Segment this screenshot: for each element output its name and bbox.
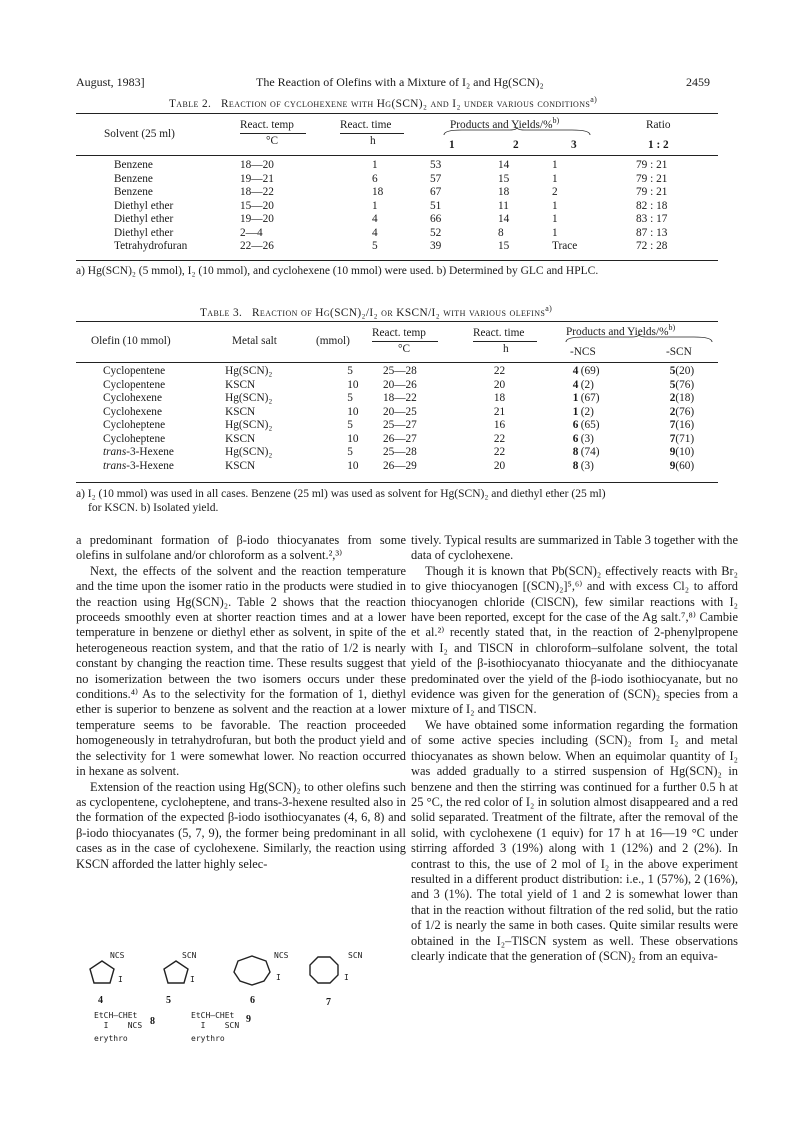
table2-cell: 18—22 [240,186,274,198]
table3-cell: (16) [675,419,695,431]
table2-header-p2: 2 [513,139,519,151]
table3-cell: Hg(SCN)₂ [225,392,273,404]
table3-cell: (60) [675,459,695,472]
table3-header-salt: Metal salt [232,335,277,347]
table3-cell: 20 [493,459,506,472]
table3-row [76,379,718,393]
structure-7-number: 7 [326,997,331,1008]
table3-cell: Hg(SCN)₂ [225,419,273,431]
table3-body [76,365,718,473]
table2-caption-label: Table 2. [169,97,212,110]
table3-caption-text: Reaction of Hg(SCN)₂/I₂ or KSCN/I₂ with various olefins [251,306,546,319]
table3-cell: (65) [580,419,600,431]
table3-cell-italic: trans [103,459,127,472]
table2-header-time-unit: h [370,135,376,147]
table3-cell: Cyclopentene [103,365,166,377]
table2-cell: 79 : 21 [636,186,668,198]
table2-cell: 19—21 [240,172,274,185]
right-paragraph-1: tively. Typical results are summarized in Table 3 together with the data of cyclohexene. [411,533,738,563]
table2-cell: 15 [498,240,510,252]
right-paragraph-2: Though it is known that Pb(SCN)₂ effectively reacts with Br₂ to give thiocyanogen [(SCN)₂]⁵,⁶⁾ and with excess Cl₂ to afford thiocyanogen chloride (ClSCN), few similar reactions with I₂ have been reported, except for the case of the Ag salt.⁷,⁸⁾ Cambie et al.²⁾ recently stated that, in the reaction of 2-phenylpropene with I₂ and TlSCN in chloroform–sulfolane solvent, the total yield of the β-isothiocyanato thiocyanate and the dithiocyanate predominated over the yield of the β-iodo isothiocyanate, but no evidence was given for the generation of (SCN)₂ species from a mixture of I₂ and TlSCN. [411,563,738,717]
table2-row [76,240,718,254]
table2-header-p1: 1 [449,139,455,151]
table3-header-scn: -SCN [666,346,692,358]
table2-body [76,159,718,254]
table3-cell: (76) [675,405,695,418]
table3-cell: 26—29 [382,459,417,472]
table3-cell: 18 [493,392,506,404]
table2-cell: 4 [372,213,378,225]
structure-7-ring [310,957,338,983]
table2-header-ratio-sub: 1 : 2 [648,139,669,151]
table3-header-temp-unit: °C [398,343,411,355]
structure-5-sub: SCN [182,951,197,960]
table3-cell: (3) [580,459,594,472]
table3-footnote-2: for KSCN. b) Isolated yield. [88,502,219,514]
table2-cell: Benzene [114,172,153,185]
table2-cell: 1 [372,199,378,212]
table3-cell: KSCN [225,432,256,445]
table3-caption-sup: a) [545,304,553,313]
structure-9-label: erythro [191,1034,225,1043]
table3-cell: 2 [669,405,676,418]
table3-cell: 5 [347,419,353,431]
table2-cell: 39 [430,240,442,252]
table3-cell: KSCN [225,378,256,391]
table2-top-rule [76,113,718,114]
table3-cell: 25—28 [382,446,417,458]
table3-cell: 10 [347,432,359,445]
table2-time-rule [340,133,404,134]
table3-header-mmol: (mmol) [316,335,350,347]
table3-cell: 5 [347,446,353,458]
table3-row [76,433,718,447]
table3-cell: 26—27 [382,432,417,445]
table2-cell: 79 : 21 [636,159,668,171]
table3-cell: Cycloheptene [103,419,166,431]
table3-cell: (3) [580,432,594,445]
table3-caption [200,304,552,319]
table3-cell: (67) [580,392,600,404]
structure-9-top: EtCH–CHEt [191,1011,235,1020]
table2-cell: 19—20 [240,213,274,225]
table2-row [76,173,718,187]
table3-cell: Hg(SCN)₂ [225,446,273,458]
structures-ring-drawing [84,953,384,1003]
table3-cell: 18—22 [382,392,417,404]
table3-cell: 6 [572,432,579,445]
table2-cell: 8 [498,226,504,239]
table3-cell: 9 [669,459,676,472]
table2-cell: 1 [552,199,558,212]
table2-cell: 15 [498,172,510,185]
table3-cell: 1 [572,392,579,404]
table2-cell: 6 [372,172,378,185]
table2-header-p3: 3 [571,139,577,151]
table3-temp-rule [372,341,438,342]
table3-cell: (2) [580,405,594,418]
table3-cell: trans-3-Hexene [103,446,174,458]
structure-6-sub: NCS [274,951,289,960]
table3-cell: 5 [669,365,676,377]
table2-cell: 72 : 28 [636,240,668,252]
table2-header-time: React. time [340,119,392,131]
table3-cell: (18) [675,392,695,404]
structure-8-label: erythro [94,1034,128,1043]
table3-header [76,322,718,362]
table3-cell: 20 [493,378,506,391]
left-column [76,533,406,872]
structure-8-bottom: I NCS [94,1021,143,1030]
table2-cell: 66 [430,213,442,225]
table3-header-time: React. time [473,327,525,339]
table3-header-ncs: -NCS [570,346,596,358]
structure-6-ring [234,956,270,985]
table2-caption-sup: a) [590,95,598,104]
table2-cell: 1 [552,172,558,185]
structure-5-ring [164,961,188,983]
table3-cell: 10 [347,378,359,391]
table2-cell: 1 [552,159,558,171]
table2-cell: 1 [372,159,378,171]
table2-header-rule [76,155,718,156]
table3-cell: 6 [572,419,579,431]
table2-cell: 79 : 21 [636,172,668,185]
table3-cell: 5 [347,365,353,377]
table3-cell: 16 [493,419,506,431]
table3-cell: 5 [347,392,353,404]
table3-row [76,365,718,379]
table3-cell: 22 [493,446,506,458]
table3-header-rule [76,362,718,363]
table3-cell-italic: trans [103,446,127,458]
table2-header-products-text: Products and Yields/% [450,118,553,131]
table3-row [76,446,718,460]
table2-footnote: a) Hg(SCN)₂ (5 mmol), I₂ (10 mmol), and cyclohexene (10 mmol) were used. b) Determined by GLC and HPLC. [76,265,599,277]
table2-row [76,159,718,173]
structure-4-sub: NCS [110,951,125,960]
table3-cell: 10 [347,405,359,418]
table2-cell: 15—20 [240,199,274,212]
table2-cell: Diethyl ether [114,213,174,225]
table2-cell: 87 : 13 [636,226,668,239]
table3-cell: Cyclohexene [103,392,162,404]
table2-caption-text: Reaction of cyclohexene with Hg(SCN)₂ and I₂ under various conditions [220,97,591,110]
table2-cell: Diethyl ether [114,199,174,212]
table3-header-time-unit: h [503,343,509,355]
table2-bottom-rule [76,260,718,261]
right-column [411,533,738,964]
table3-header-products-sup: b) [668,323,676,332]
table2-cell: 14 [498,213,510,225]
table3-cell: 20—26 [382,378,417,391]
table3-cell: Cycloheptene [103,432,166,445]
table2-cell: 14 [498,159,510,171]
table3-cell: 20—25 [382,405,417,418]
table2-cell: 2 [552,186,558,198]
structure-5-iodo: I [190,975,195,984]
table2-cell: Diethyl ether [114,226,174,239]
table2-cell: Trace [552,240,578,252]
table3-cell: Hg(SCN)₂ [225,365,273,377]
table3-cell: 7 [669,432,676,445]
table2-cell: 4 [372,226,378,239]
structure-8-top: EtCH–CHEt [94,1011,138,1020]
table3-header-temp: React. temp [372,327,426,339]
structure-4-iodo: I [118,975,123,984]
table3-cell: KSCN [225,405,256,418]
table3-cell: (2) [580,378,594,391]
left-paragraph-2: Next, the effects of the solvent and the reaction temperature and the time upon the isomer ratio in the products were studied in the reaction using Hg(SCN)₂. Table 2 shows that the reaction proceeds smoothly even at shorter reaction times and at a lower temperature in benzene or diethyl ether as solvent, in spite of the heterogeneous reaction system, and that the ratio of 1/2 is nearly constant by changing the reaction time. These results suggest that no isomerization between the two isomers occurs under these conditions.⁴⁾ As to the selectivity for the formation of 1, diethyl ether is superior to benzene as solvent and the reaction at a lower temperature seems to be favorable. The reaction proceeded homogeneously in tetrahydrofuran, but both the product yield and the selectivity for 1 were somewhat lower. No reaction occurred in hexane as solvent. [76,563,406,779]
table2-cell: 53 [430,159,442,171]
structure-4-number: 4 [98,995,103,1006]
table2-cell: 57 [430,172,442,185]
table3-cell: 4 [572,378,579,391]
table3-header-products-text: Products and Yields/% [566,325,669,338]
structure-5-number: 5 [166,995,171,1006]
table3-cell: 4 [572,365,579,377]
table2-cell: 52 [430,226,442,239]
left-paragraph-1: a predominant formation of β-iodo thiocyanates from some olefins in sulfolane and/or chloroform as a solvent.²,³⁾ [76,533,406,563]
table3-row [76,392,718,406]
table2-header [76,115,718,155]
table3-cell: (71) [675,432,695,445]
table2-cell: 5 [372,240,378,252]
table3-row [76,460,718,474]
table2-row [76,213,718,227]
table2-cell: Benzene [114,186,153,198]
table2-cell: 2—4 [240,226,263,239]
table3-cell: 22 [493,432,506,445]
structure-9-bottom: I SCN [191,1021,240,1030]
table3-bottom-rule [76,482,718,483]
header-title: The Reaction of Olefins with a Mixture of I₂ and Hg(SCN)₂ [256,75,544,89]
table2-cell: 83 : 17 [636,213,668,225]
table2-products-brace [442,127,592,137]
table2-cell: 51 [430,199,442,212]
table3-cell: (69) [580,365,600,377]
table3-cell: KSCN [225,459,256,472]
table3-cell: (74) [580,446,600,458]
table3-row [76,406,718,420]
table3-cell: 25—28 [382,365,417,377]
table2-cell: 1 [552,226,558,239]
table3-cell: 21 [493,405,506,418]
table3-header-olefin: Olefin (10 mmol) [91,335,171,347]
table2-header-solvent: Solvent (25 ml) [104,128,175,140]
table2-header-temp: React. temp [240,119,294,131]
structure-4-ring [90,961,114,983]
table3-cell: (10) [675,446,695,458]
structure-9-number: 9 [246,1014,251,1025]
table2-row [76,186,718,200]
table3-cell: 10 [347,459,359,472]
table3-cell: (20) [675,365,695,377]
table3-cell: 1 [572,405,579,418]
structure-6-number: 6 [250,995,255,1006]
table2-cell: Tetrahydrofuran [114,240,188,252]
table3-footnote-1: a) I₂ (10 mmol) was used in all cases. Benzene (25 ml) was used as solvent for Hg(SCN)₂ and diethyl ether (25 ml) [76,488,606,500]
table2-header-temp-unit: °C [266,135,279,147]
right-paragraph-3: We have obtained some information regarding the formation of some active species including (SCN)₂ from I₂ and metal thiocyanates as shown below. When an equimolar quantity of I₂ was added gradually to a stirred suspension of Hg(SCN)₂ in benzene and then the stirring was continued for a further 0.5 h at 25 °C, the red color of I₂ in solution almost disappeared and a red solid separated. Treatment of the filtrate, after the removal of the solid, with cyclohexene (1 equiv) for 17 h at 16—19 °C under stirring afforded 3 (19%) along with 1 (12%) and 2 (2%). In contrast to this, the use of 2 mol of I₂ in the above experiment resulted in a different product distribution: i.e., 1 (57%), 2 (16%), and 3 (1%). The total yield of 1 and 2 is somewhat lower than that in the reaction without filtration of the red solid, but the ratio of 1/2 is nearly the same in both cases. Quite similar results were obtained in the I₂–TlSCN system as well. These observations clearly indicate that the generation of (SCN)₂ from an equiva- [411,717,738,963]
table2-row [76,227,718,241]
table3-caption-label: Table 3. [200,306,243,319]
table2-row [76,200,718,214]
table2-cell: 11 [498,199,509,212]
table3-cell: (76) [675,378,695,391]
table3-cell: 7 [669,419,676,431]
table3-cell: 5 [669,378,676,391]
header-date: August, 1983] [76,75,145,89]
table2-header-products-sup: b) [552,116,560,125]
table3-cell: Cyclopentene [103,378,166,391]
table2-cell: 82 : 18 [636,199,668,212]
table3-cell: Cyclohexene [103,405,162,418]
table2-cell: 18 [372,186,384,198]
table3-cell: trans-3-Hexene [103,459,174,472]
table2-cell: 67 [430,186,442,198]
structure-7-sub: SCN [348,951,363,960]
table2-cell: 1 [552,213,558,225]
table3-cell: 9 [669,446,676,458]
structure-8-number: 8 [150,1016,155,1027]
table3-cell: 8 [572,459,579,472]
page-number: 2459 [686,75,710,89]
table2-cell: 18 [498,186,510,198]
table3-cell: 2 [669,392,676,404]
table3-time-rule [473,341,537,342]
table3-cell: 25—27 [382,419,417,431]
table2-header-ratio: Ratio [646,119,671,131]
table3-row [76,419,718,433]
left-paragraph-3: Extension of the reaction using Hg(SCN)₂ to other olefins such as cyclopentene, cycloheptene, and trans-3-hexene resulted also in the formation of the expected β-iodo isothiocyanates (4, 6, 8) and β-iodo thiocyanates (5, 7, 9), the former being predominant in all cases as in the case of cyclohexene. Similarly, the reaction using KSCN afforded the latter highly selec- [76,779,406,871]
table2-caption [169,95,597,110]
structure-7-iodo: I [344,973,349,982]
table2-cell: 22—26 [240,240,274,252]
table3-products-brace [564,334,714,344]
table3-cell: 22 [493,365,506,377]
table2-cell: 18—20 [240,159,274,171]
table2-temp-rule [240,133,306,134]
table3-cell: 8 [572,446,579,458]
structure-6-iodo: I [276,973,281,982]
table2-cell: Benzene [114,159,153,171]
